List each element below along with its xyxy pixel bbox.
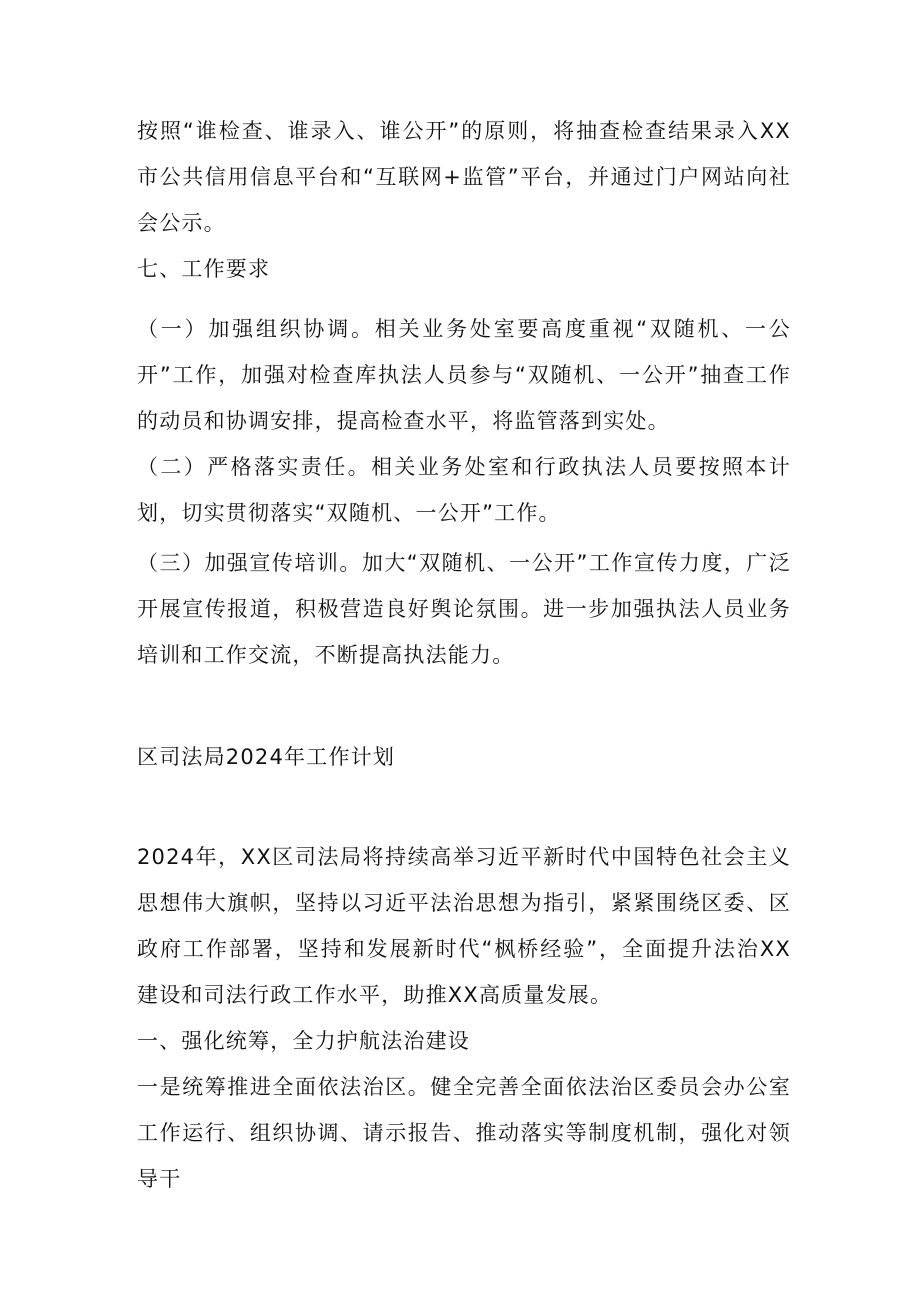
paragraph-disclosure: 按照“谁检查、谁录入、谁公开”的原则，将抽查检查结果录入XX市公共信用信息平台和“互联网+监管”平台，并通过门户网站向社会公示。 bbox=[137, 119, 791, 235]
heading-work-requirements: 七、工作要求 bbox=[137, 257, 271, 281]
paragraph-intro: 2024年，XX区司法局将持续高举习近平新时代中国特色社会主义思想伟大旗帜，坚持以习近平法治思想为指引，紧紧围绕区委、区政府工作部署，坚持和发展新时代“枫桥经验”，全面提升法治XX建设和司法行政工作水平，助推XX高质量发展。 bbox=[137, 845, 791, 1007]
heading-section-one: 一、强化统筹，全力护航法治建设 bbox=[137, 1029, 470, 1053]
paragraph-requirement-1: （一）加强组织协调。相关业务处室要高度重视“双随机、一公开”工作，加强对检查库执法人员参与“双随机、一公开”抽查工作的动员和协调安排，提高检查水平，将监管落到实处。 bbox=[137, 317, 791, 433]
paragraph-requirement-3: （三）加强宣传培训。加大“双随机、一公开”工作宣传力度，广泛开展宣传报道，积极营造良好舆论氛围。进一步加强执法人员业务培训和工作交流，不断提高执法能力。 bbox=[137, 551, 791, 667]
paragraph-requirement-2: （二）严格落实责任。相关业务处室和行政执法人员要按照本计划，切实贯彻落实“双随机、一公开”工作。 bbox=[137, 455, 791, 525]
document-title: 区司法局2024年工作计划 bbox=[137, 745, 396, 769]
paragraph-item-one: 一是统筹推进全面依法治区。健全完善全面依法治区委员会办公室工作运行、组织协调、请示报告、推动落实等制度机制，强化对领导干 bbox=[137, 1075, 791, 1191]
